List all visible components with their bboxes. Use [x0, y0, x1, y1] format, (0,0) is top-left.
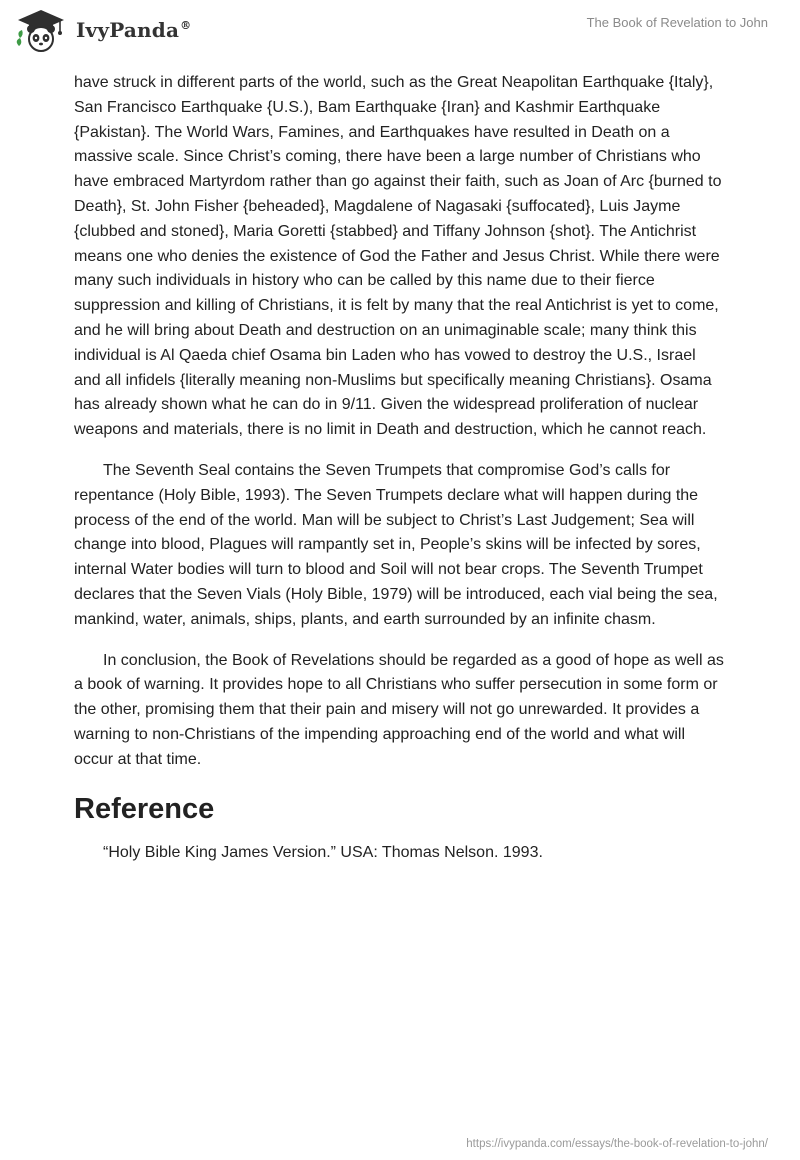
ivypanda-logo[interactable] — [14, 8, 191, 52]
paragraph-continuation: have struck in different parts of the world, such as the Great Neapolitan Earthquake {Italy}, San Francisco Earthquake {U.S.), Bam Earthquake {Iran} and Kashmir Earthquake {Pakistan}. The World Wars, Famines, and Earthquakes have resulted in Death on a massive scale. Since Christ’s coming, there have been a large number of Christians who have embraced Martyrdom rather than go against their faith, such as Joan of Arc {burned to Death}, St. John Fisher {beheaded}, Magdalene of Nagasaki {suffocated}, Luis Jayme {clubbed and stoned}, Maria Goretti {stabbed} and Tiffany Johnson {shot}. The Antichrist means one who denies the existence of God the Father and Jesus Christ. While there were many such individuals in history who can be called by this name due to their fierce suppression and killing of Christians, it is felt by many that the real Antichrist is yet to come, and he will bring about Death and destruction on an unimaginable scale; many think this individual is Al Qaeda chief Osama bin Laden who has vowed to destroy the U.S., Israel and all infidels {literally meaning non-Muslims but specifically meaning Christians}. Osama has already shown what he can do in 9/11. Given the widespread proliferation of nuclear weapons and materials, there is no limit in Death and destruction, which he cannot reach. — [74, 74, 722, 439]
reference-item: “Holy Bible King James Version.” USA: Thomas Nelson. 1993. — [103, 843, 543, 861]
paragraph-seventh-seal: The Seventh Seal contains the Seven Trumpets that compromise God’s calls for repentance (Holy Bible, 1993). The Seven Trumpets declare what will happen during the process of the end of the world. Man will be subject to Christ’s Last Judgement; Sea will change into blood, Plagues will rampantly set in, People’s skins will be infected by sores, internal Water bodies will turn to blood and Soil will not bear crops. The Seventh Trumpet declares that the Seven Vials (Holy Bible, 1979) will be introduced, each vial being the sea, mankind, water, animals, ships, plants, and earth surrounded by an infinite chasm. — [74, 461, 718, 628]
registered-mark: ® — [180, 19, 192, 32]
footer-url-link[interactable]: https://ivypanda.com/essays/the-book-of-revelation-to-john/ — [466, 1138, 768, 1150]
page-header — [0, 0, 800, 70]
document-title: The Book of Revelation to John — [586, 15, 768, 30]
brand-name — [76, 18, 191, 42]
reference-heading: Reference — [74, 792, 215, 825]
brand-name-text: IvyPanda — [76, 18, 180, 42]
paragraph-conclusion: In conclusion, the Book of Revelations should be regarded as a good of hope as well as a book of warning. It provides hope to all Christians who suffer persecution in some form or the other, promising them that their pain and misery will not go unrewarded. It provides a warning to non-Christians of the impending approaching end of the world and what will occur at that time. — [74, 651, 724, 768]
panda-graduation-icon — [14, 8, 68, 52]
essay-content — [74, 71, 726, 865]
